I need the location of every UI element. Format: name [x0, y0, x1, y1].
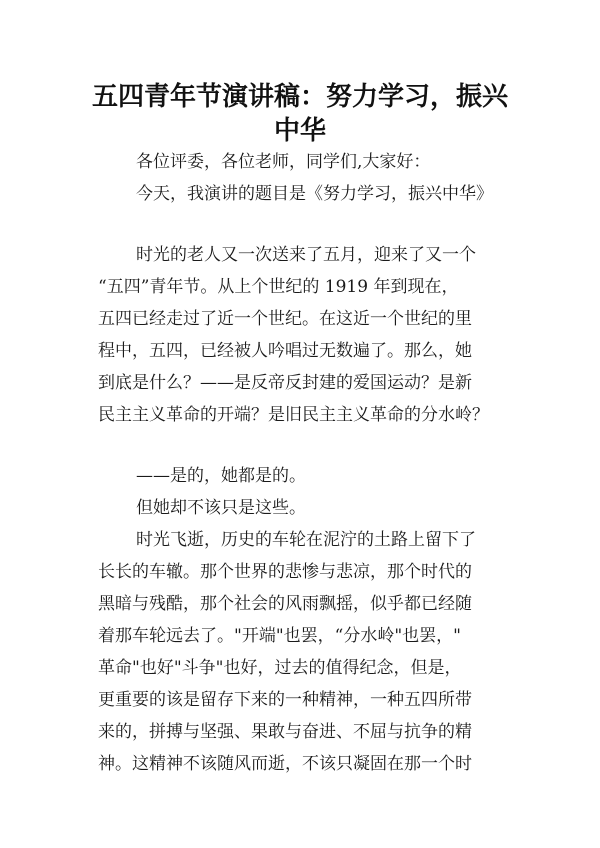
paragraph-4-line: 更重要的该是留存下来的一种精神，一种五四所带	[98, 690, 472, 710]
paragraph-4-line: 神。这精神不该随风而逝，不该只凝固在那一个时	[98, 754, 472, 774]
paragraph-1-line: “五四”青年节。从上个世纪的 1919 年到现在，	[98, 277, 459, 297]
paragraph-4-line: 黑暗与残酷，那个社会的风雨飘摇，似乎都已经随	[98, 594, 472, 614]
paragraph-2-line: ——是的，她都是的。	[136, 466, 306, 486]
paragraph-1-line: 时光的老人又一次送来了五月，迎来了又一个	[136, 245, 476, 265]
title-line-2: 中华	[273, 116, 326, 146]
paragraph-4-line: 时光飞逝，历史的车轮在泥泞的土路上留下了	[136, 530, 476, 550]
paragraph-4-line: 来的，拼搏与坚强、果敢与奋进、不屈与抗争的精	[98, 722, 472, 742]
paragraph-3-line: 但她却不该只是这些。	[136, 498, 306, 518]
paragraph-4-line: 革命"也好"斗争"也好，过去的值得纪念，但是，	[98, 658, 462, 678]
paragraph-4-line: 着那车轮远去了。"开端"也罢，“分水岭"也罢，"	[98, 626, 461, 646]
paragraph-1-line: 民主主义革命的开端？是旧民主主义革命的分水岭？	[98, 405, 489, 425]
topic-line: 今天，我演讲的题目是《努力学习，振兴中华》	[136, 184, 493, 204]
greeting-line: 各位评委，各位老师，同学们,大家好：	[136, 152, 431, 172]
paragraph-1-line: 五四已经走过了近一个世纪。在这近一个世纪的里	[98, 309, 472, 329]
title-line-1: 五四青年节演讲稿：努力学习，振兴	[91, 82, 508, 112]
paragraph-4-line: 长长的车辙。那个世界的悲惨与悲凉，那个时代的	[98, 562, 472, 582]
paragraph-1-line: 到底是什么？——是反帝反封建的爱国运动？是新	[98, 373, 472, 393]
paragraph-1-line: 程中，五四，已经被人吟唱过无数遍了。那么，她	[98, 341, 472, 361]
